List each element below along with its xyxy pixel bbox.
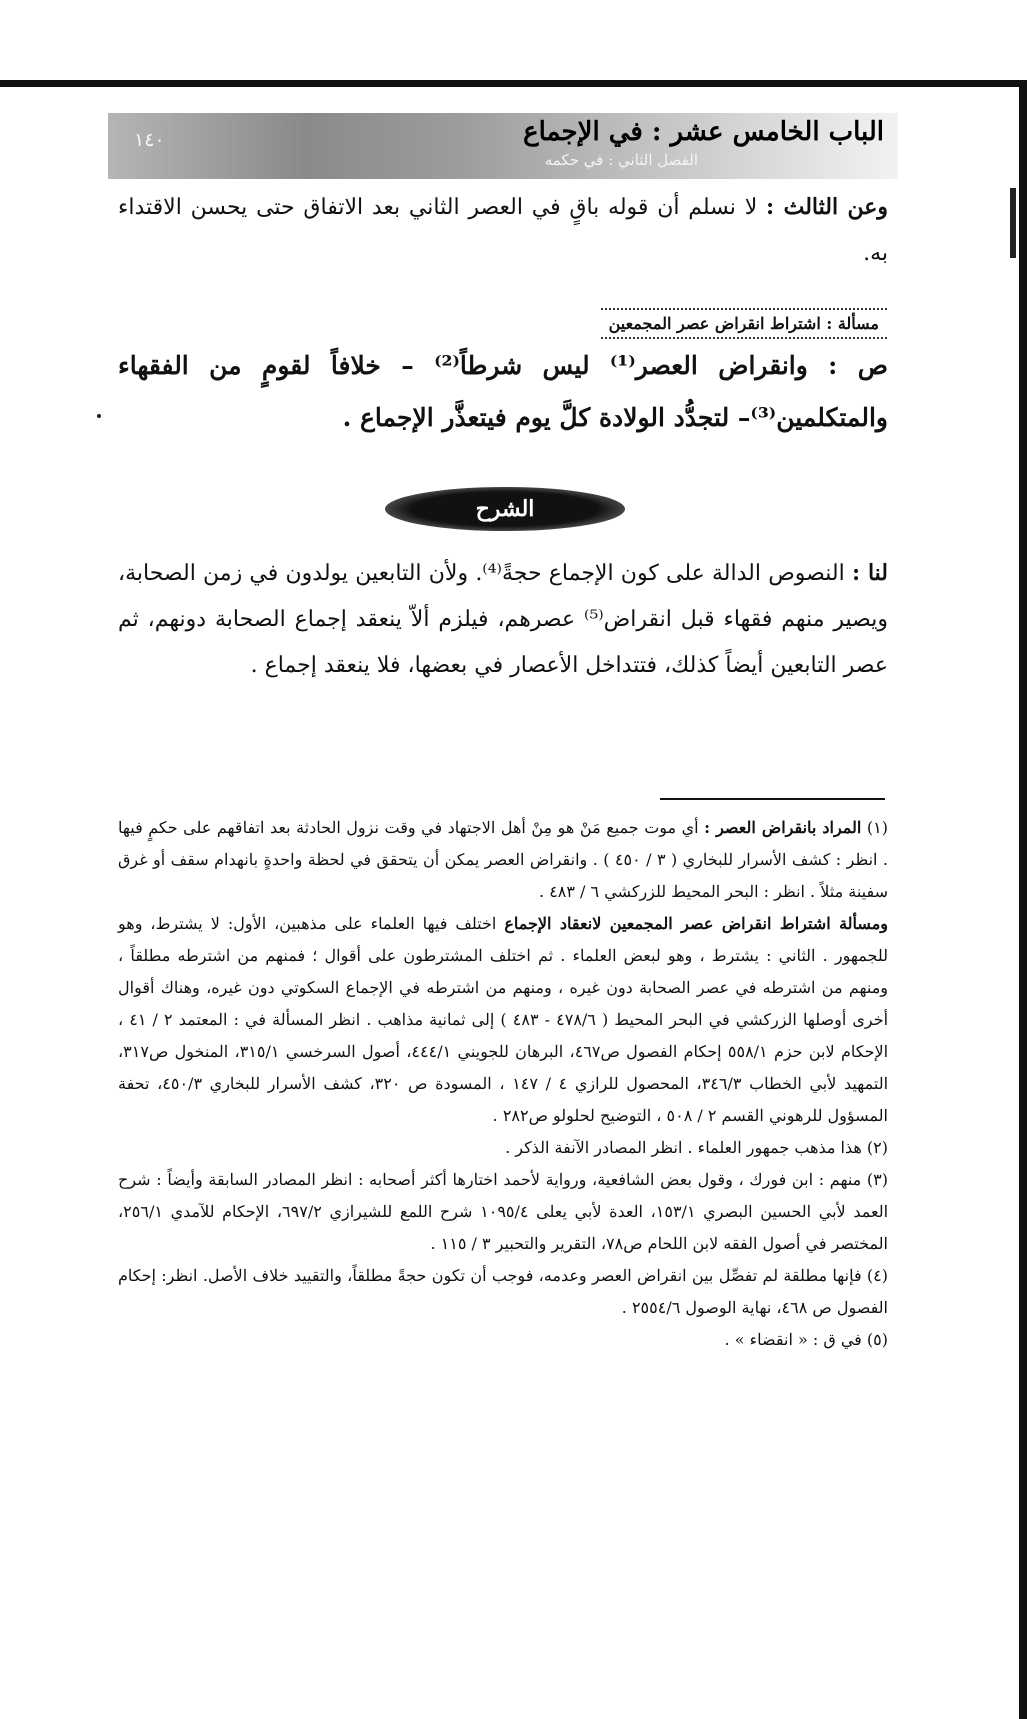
running-header <box>108 113 898 179</box>
footnote-marker: (٥) <box>866 1330 888 1349</box>
sharh-paragraph <box>118 550 888 689</box>
footnote-1 <box>118 812 888 908</box>
footnote-text: اختلف فيها العلماء على مذهبين، الأول: لا يشترط، وهو للجمهور . الثاني : يشترط ، وهو لبعض العلماء . ثم اختلف المشترطون على أقوال ؛ فمنهم من اشترطه مطلقاً ، ومنهم من اشترطه في عصر الصحابة دون غيره ، ومنهم من اشترطه في الإجماع السكوتي دون غيره، وهناك أقوال أخرى أوصلها الزركشي في البحر المحيط ( ٤٧٨/٦ - ٤٨٣ ) إلى ثمانية مذاهب . انظر المسألة في : المعتمد ٢ / ٤١ ، الإحكام لابن حزم ٥٥٨/١ إحكام الفصول ص٤٦٧، البرهان للجويني ٤٤٤/١، أصول السرخسي ٣١٥/١، المنخول ص٣١٧، التمهيد لأبي الخطاب ٣٤٦/٣، المحصول للرازي ٤ / ١٤٧ ، المسودة ص ٣٢٠، كشف الأسرار للبخاري ٤٥٠/٣، تحفة المسؤول للرهوني القسم ٢ / ٥٠٨ ، التوضيح لحلولو ص٢٨٢ . <box>118 914 889 1125</box>
footnote-5 <box>118 1324 888 1356</box>
sharh-heading-badge <box>385 487 625 531</box>
footnote-4 <box>118 1260 888 1324</box>
sharh-label: الشرح <box>475 496 535 522</box>
footnote-1-continued <box>118 908 888 1132</box>
footnote-3 <box>118 1164 888 1260</box>
footnote-2 <box>118 1132 888 1164</box>
paragraph-lead: لنا : <box>851 560 888 586</box>
right-border-rule <box>1019 80 1027 1719</box>
footnote-separator <box>660 798 885 800</box>
footnote-bold: المراد بانقراض العصر : <box>704 818 862 837</box>
paragraph-lead: وعن الثالث : <box>766 194 888 220</box>
chapter-title: الباب الخامس عشر : في الإجماع <box>523 117 884 147</box>
footnote-bold: ومسألة اشتراط انقراض عصر المجمعين لانعقاد الإجماع <box>504 914 888 933</box>
footnote-text: منهم : ابن فورك ، وقول بعض الشافعية، ورواية لأحمد اختارها أكثر أصحابه : انظر المصادر السابقة وأيضاً : شرح العمد لأبي الحسين البصري ١٥٣/١، العدة لأبي يعلى ١٠٩٥/٤ شرح اللمع للشيرازي ٦٩٧/٢، الإحكام للآمدي ٢٥٦/١، المختصر في أصول الفقه لابن اللحام ص٧٨، التقرير والتحبير ٣ / ١١٥ . <box>118 1170 889 1253</box>
top-border-rule <box>0 80 1027 87</box>
paragraph-text: لا نسلم أن قوله باقٍ في العصر الثاني بعد الاتفاق حتى يحسن الاقتداء به. <box>118 195 888 266</box>
paragraph-text: النصوص الدالة على كون الإجماع حجةً⁽⁴⁾. ولأن التابعين يولدون في زمن الصحابة، ويصير منهم فقهاء قبل انقراض⁽⁵⁾ عصرهم، فيلزم ألاّ ينعقد إجماع الصحابة دونهم، ثم عصر التابعين أيضاً كذلك، فتتداخل الأعصار في بعضها، فلا ينعقد إجماع . <box>118 561 888 678</box>
matn-text: ص : وانقراض العصر⁽¹⁾ ليس شرطاً⁽²⁾ – خلافاً لقومٍ من الفقهاء والمتكلمين⁽³⁾– لتجدُّد الولادة كلَّ يوم فيتعذَّر الإجماع . <box>118 351 888 432</box>
footnote-text: أي موت جميع مَنْ هو مِنْ أهل الاجتهاد في وقت نزول الحادثة بعد اتفاقهم على حكمٍ فيها . انظر : كشف الأسرار للبخاري ( ٣ / ٤٥٠ ) . وانقراض العصر يمكن أن يتحقق في لحظة واحدةٍ بانهدام سقف أو غرق سفينة مثلاً . انظر : البحر المحيط للزركشي ٦ / ٤٨٣ . <box>118 818 889 901</box>
scan-edge-mark <box>1010 188 1016 258</box>
margin-dot <box>97 414 101 418</box>
footnote-text: فإنها مطلقة لم تفصِّل بين انقراض العصر وعدمه، فوجب أن تكون حجةً مطلقاً، والتقييد خلاف الأصل. انظر: إحكام الفصول ص ٤٦٨، نهاية الوصول ٢٥٥٤/٦ . <box>118 1266 888 1317</box>
footnote-marker: (٣) <box>866 1170 889 1189</box>
footnote-text: في ق : « انقضاء » . <box>724 1330 867 1349</box>
footnote-text: هذا مذهب جمهور العلماء . انظر المصادر الآنفة الذكر . <box>505 1138 867 1157</box>
page-number: ١٤٠ <box>134 129 165 151</box>
footnote-marker: (٤) <box>866 1266 888 1285</box>
footnote-marker: (١) <box>866 818 888 837</box>
section-subtitle: الفصل الثاني : في حكمه <box>544 151 698 169</box>
opening-paragraph <box>118 184 888 277</box>
footnotes <box>118 812 888 1356</box>
issue-heading: مسألة : اشتراط انقراض عصر المجمعين <box>601 308 887 339</box>
footnote-marker: (٢) <box>866 1138 888 1157</box>
